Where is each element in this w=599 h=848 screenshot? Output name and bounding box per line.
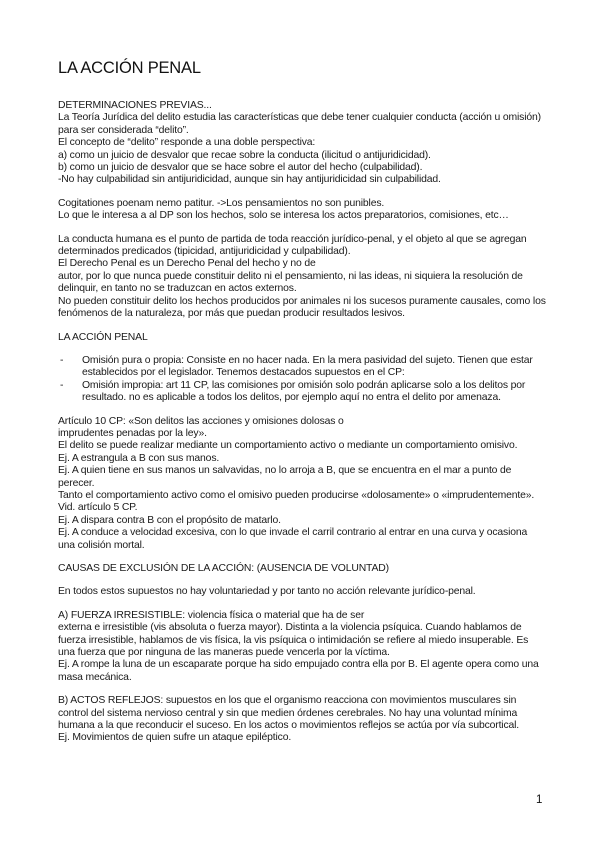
paragraph: Tanto el comportamiento activo como el omisivo pueden producirse «dolosamente» o «imprudentemente». Vid. artículo 5 CP. [58, 489, 535, 514]
list-item: - Omisión pura o propia: Consiste en no hacer nada. En la mera pasividad del sujeto. Tienen que estar establecidos por el legislador. Tenemos destacados supuestos en el CP: [58, 355, 546, 380]
paragraph: b) como un juicio de desvalor que se hace sobre el autor del hecho (culpabilidad). [58, 162, 423, 174]
paragraph: Ej. A conduce a velocidad excesiva, con lo que invade el carril contrario al entrar en una curva y ocasiona una colisión mortal. [58, 527, 528, 551]
paragraph: El Derecho Penal es un Derecho Penal del hecho y no de autor, por lo que nunca puede constituir delito ni el pensamiento, ni las ideas, ni siquiera la resolución de delinquir, en tanto no se traduzcan en actos externos. [58, 258, 523, 295]
section-heading-causas-exclusion: CAUSAS DE EXCLUSIÓN DE LA ACCIÓN: (AUSENCIA DE VOLUNTAD) [58, 563, 389, 574]
paragraph: No pueden constituir delito los hechos producidos por animales ni los sucesos puramente causales, como los fenómenos de la naturaleza, por más que puedan producir resultados lesivos. [58, 295, 546, 320]
paragraph: Ej. A estrangula a B con sus manos. [58, 452, 220, 464]
paragraph: -No hay culpabilidad sin antijuridicidad, aunque sin hay antijuridicidad sin culpabilidad. [58, 174, 441, 186]
paragraph: Artículo 10 CP: «Son delitos las acciones y omisiones dolosas o imprudentes penadas por la ley». [58, 415, 344, 439]
paragraph: El delito se puede realizar mediante un comportamiento activo o mediante un comportamiento omisivo. [58, 440, 518, 452]
section-heading-determinaciones: DETERMINACIONES PREVIAS... [58, 100, 212, 111]
paragraph: B) ACTOS REFLEJOS: supuestos en los que el organismo reacciona con movimientos musculares sin control del sistema nervioso central y sin que medien órdenes cerebrales. No hay una voluntad mínima humana a la que reconducir el suceso. En los actos o movimientos reflejos se actúa por vía subcortical. [58, 695, 520, 732]
paragraph: A) FUERZA IRRESISTIBLE: violencia física o material que ha de ser externa e irresistible (vis absoluta o fuerza mayor). Distinta a la violencia psíquica. Cuando hablamos de fuerza irresistible, hablamos de vis física, la vis psíquica o intimidación se refiere al miedo insuperable. Es una fuerza que por ninguna de las maneras puede vencerla por la víctima. [58, 609, 529, 659]
paragraph: El concepto de “delito” responde a una doble perspectiva: [58, 137, 316, 149]
paragraph: Cogitationes poenam nemo patitur. ->Los pensamientos no son punibles. [58, 197, 385, 209]
page-number: 1 [536, 794, 543, 806]
paragraph: Ej. A quien tiene en sus manos un salvavidas, no lo arroja a B, que se encuentra en el mar a punto de perecer. [58, 465, 512, 489]
paragraph: a) como un juicio de desvalor que recae sobre la conducta (ilicitud o antijuridicidad). [58, 149, 431, 161]
page-title: LA ACCIÓN PENAL [58, 59, 201, 77]
document-body [58, 100, 546, 745]
bullet-list [58, 355, 546, 405]
paragraph: Ej. A rompe la luna de un escaparate porque ha sido empujado contra ella por B. El agente opera como una masa mecánica. [58, 659, 539, 683]
paragraph: Lo que le interesa a al DP son los hechos, solo se interesa los actos preparatorios, comisiones, etc… [58, 210, 509, 222]
list-item: - Omisión impropia: art 11 CP, las comisiones por omisión solo podrán aplicarse solo a los delitos por resultado. no es aplicable a todos los delitos, por ejemplo aquí no entra el delito por amenaza. [58, 380, 546, 405]
paragraph: La Teoría Jurídica del delito estudia las características que debe tener cualquier conducta (acción u omisión) para ser considerada “delito”. [58, 112, 541, 136]
paragraph: Ej. Movimientos de quien sufre un ataque epiléptico. [58, 732, 292, 744]
section-heading-accion-penal: LA ACCIÓN PENAL [58, 331, 148, 343]
paragraph: En todos estos supuestos no hay voluntariedad y por tanto no acción relevante jurídico-penal. [58, 586, 476, 598]
paragraph: La conducta humana es el punto de partida de toda reacción jurídico-penal, y el objeto al que se agregan determinados predicados (tipicidad, antijuridicidad y culpabilidad). [58, 233, 527, 258]
paragraph: Ej. A dispara contra B con el propósito de matarlo. [58, 514, 281, 526]
